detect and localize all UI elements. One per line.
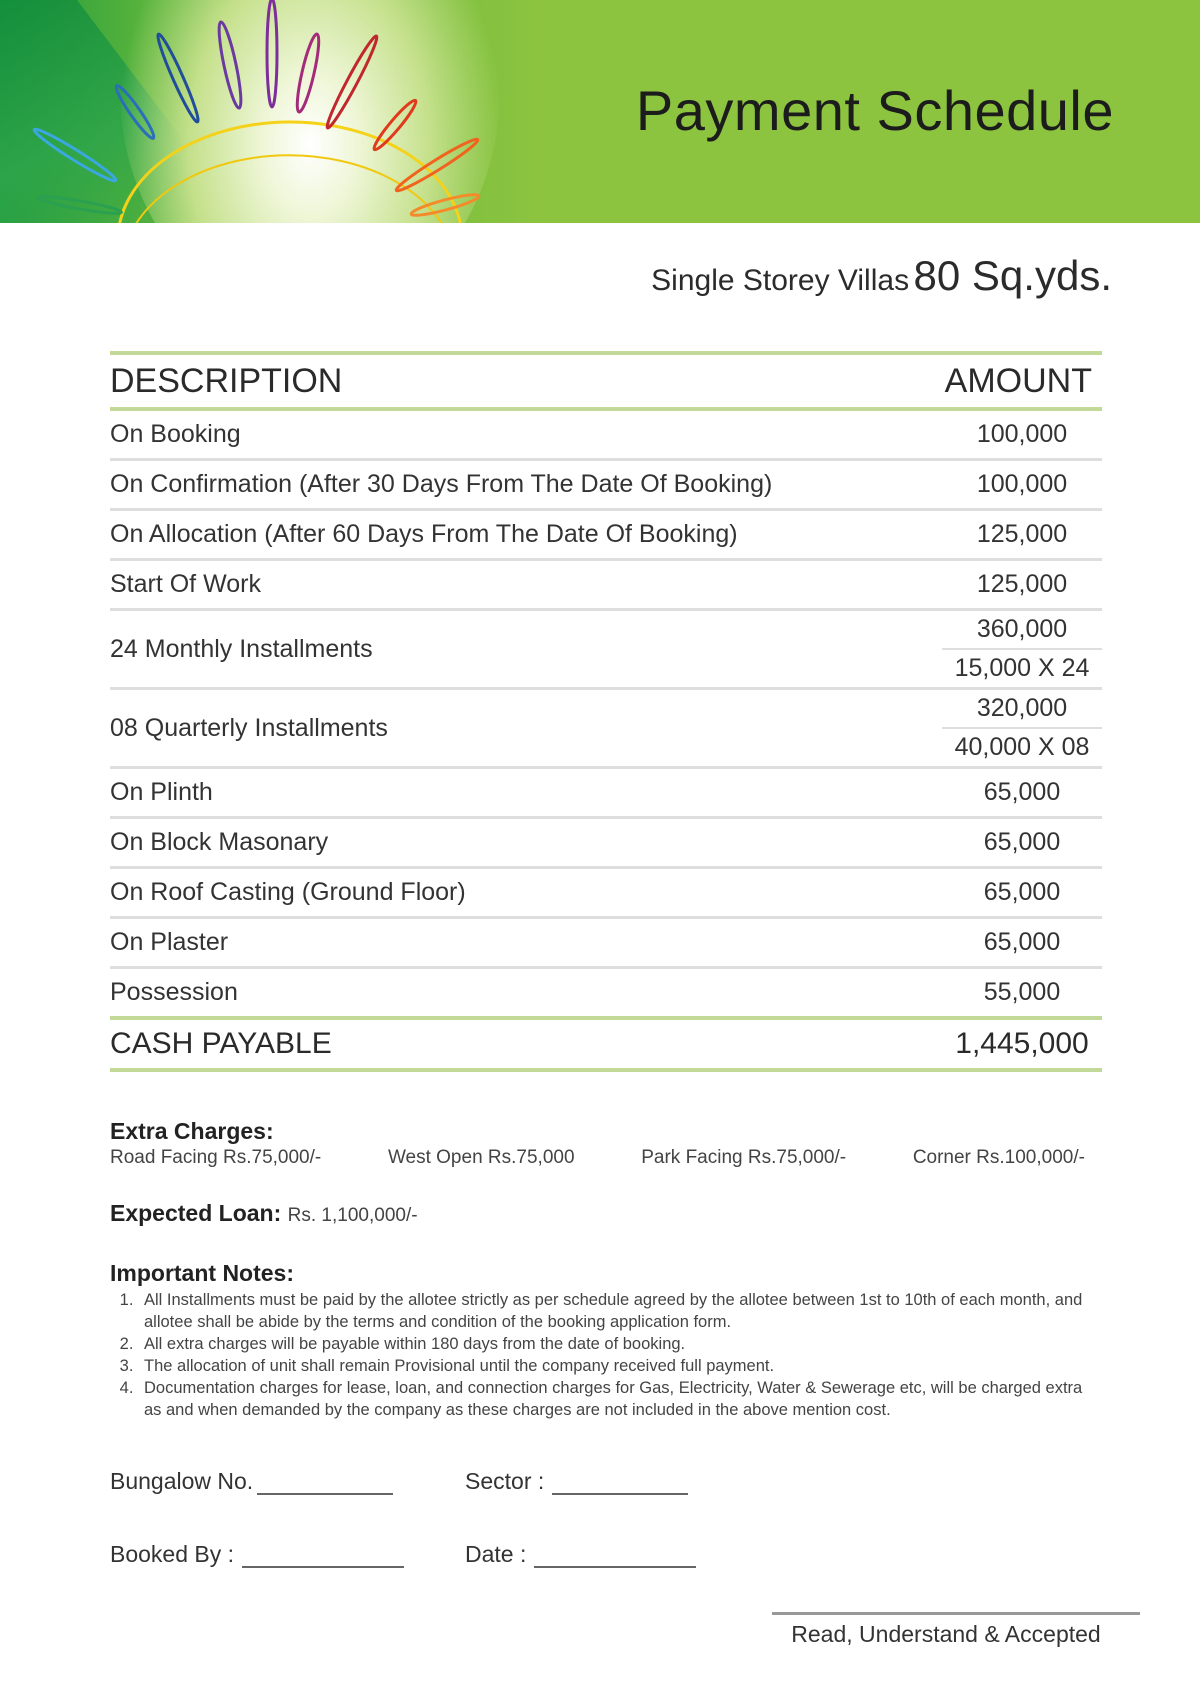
total-amount: 1,445,000	[955, 1027, 1089, 1060]
date-label: Date :	[465, 1541, 527, 1567]
sun-rays-logo-icon	[0, 0, 600, 223]
table-row	[110, 869, 1102, 916]
row-description: Start Of Work	[110, 570, 261, 598]
extra-charge-item: Park Facing Rs.75,000/-	[641, 1147, 847, 1168]
note-item: 3. The allocation of unit shall remain Provisional until the company received full payment.	[138, 1355, 1100, 1377]
bungalow-no-blank[interactable]	[257, 1469, 393, 1495]
bungalow-no-field[interactable]	[110, 1468, 393, 1495]
total-label: CASH PAYABLE	[110, 1027, 332, 1060]
row-amount: 125,000	[976, 570, 1068, 598]
row-description: On Plinth	[110, 778, 213, 806]
row-description: On Block Masonary	[110, 828, 329, 856]
bungalow-no-label: Bungalow No.	[110, 1468, 254, 1494]
table-total-row	[110, 1020, 1102, 1068]
extra-charge-item: West Open Rs.75,000	[387, 1147, 575, 1168]
signature-line[interactable]	[772, 1612, 1140, 1615]
sector-blank[interactable]	[552, 1469, 688, 1495]
booked-by-blank[interactable]	[242, 1542, 404, 1568]
table-row	[110, 511, 1102, 558]
table-row	[110, 561, 1102, 608]
row-description: On Confirmation (After 30 Days From The Date Of Booking)	[110, 470, 773, 498]
row-amount: 65,000	[983, 778, 1061, 806]
note-item: 4. Documentation charges for lease, loan, and connection charges for Gas, Electricity, Water & Sewerage etc, will be charged extra as and when demanded by the company as these charges are not included in the above mention cost.	[138, 1377, 1100, 1421]
extra-charge-item: Road Facing Rs.75,000/-	[110, 1147, 322, 1168]
booked-by-label: Booked By :	[110, 1541, 235, 1567]
table-header	[110, 355, 1102, 407]
table-row	[110, 969, 1102, 1016]
row-amount-breakdown: 40,000 X 08	[954, 733, 1090, 761]
payment-schedule-table	[110, 351, 1102, 1072]
row-description: On Booking	[110, 420, 241, 448]
signature-block	[772, 1612, 1140, 1648]
row-amount-breakdown: 15,000 X 24	[954, 654, 1090, 682]
extra-charges-list	[110, 1147, 1085, 1169]
table-row	[110, 819, 1102, 866]
important-notes-section	[110, 1260, 1100, 1421]
row-description: 08 Quarterly Installments	[110, 713, 388, 742]
row-amount-stack	[942, 611, 1102, 687]
expected-loan-label: Expected Loan:	[110, 1200, 282, 1226]
booked-by-field[interactable]	[110, 1541, 404, 1568]
row-amount-stack	[942, 690, 1102, 766]
page-title: Payment Schedule	[635, 79, 1114, 142]
important-notes-label: Important Notes:	[110, 1260, 294, 1286]
sector-label: Sector :	[465, 1468, 545, 1494]
property-type: Single Storey Villas	[651, 264, 910, 297]
extra-charge-item: Corner Rs.100,000/-	[912, 1147, 1085, 1168]
column-header-amount: AMOUNT	[944, 361, 1092, 400]
row-amount: 55,000	[983, 978, 1061, 1006]
table-row	[110, 769, 1102, 816]
property-subtitle	[651, 252, 1112, 300]
row-amount: 65,000	[983, 928, 1061, 956]
note-item: 1. All Installments must be paid by the allotee strictly as per schedule agreed by the allotee between 1st to 10th of each month, and allotee shall be abide by the terms and condition of the booking application form.	[138, 1289, 1100, 1333]
sector-field[interactable]	[465, 1468, 688, 1495]
notes-list	[110, 1289, 1100, 1421]
expected-loan	[110, 1200, 418, 1227]
row-amount: 100,000	[976, 470, 1068, 498]
table-row-installments	[110, 611, 1102, 687]
extra-charges-label: Extra Charges:	[110, 1118, 274, 1144]
row-description: On Allocation (After 60 Days From The Date Of Booking)	[110, 520, 738, 548]
signature-label: Read, Understand & Accepted	[791, 1621, 1101, 1647]
row-description: On Plaster	[110, 928, 229, 956]
date-blank[interactable]	[534, 1542, 696, 1568]
row-description: Possession	[110, 978, 238, 1006]
column-header-description: DESCRIPTION	[110, 361, 343, 400]
row-description: On Roof Casting (Ground Floor)	[110, 878, 466, 906]
row-amount: 100,000	[976, 420, 1068, 448]
row-amount: 65,000	[983, 878, 1061, 906]
row-amount: 320,000	[976, 694, 1068, 722]
extra-charges-section	[110, 1118, 1110, 1169]
header-banner	[0, 0, 1200, 223]
row-description: 24 Monthly Installments	[110, 634, 373, 663]
row-amount: 125,000	[976, 520, 1068, 548]
total-bottom-rule	[110, 1068, 1102, 1072]
property-size: 80 Sq.yds.	[913, 252, 1112, 299]
table-row	[110, 461, 1102, 508]
table-row-installments	[110, 690, 1102, 766]
row-amount: 360,000	[976, 615, 1068, 643]
row-amount: 65,000	[983, 828, 1061, 856]
table-row	[110, 411, 1102, 458]
expected-loan-value: Rs. 1,100,000/-	[287, 1205, 418, 1226]
table-row	[110, 919, 1102, 966]
note-item: 2. All extra charges will be payable within 180 days from the date of booking.	[138, 1333, 1100, 1355]
date-field[interactable]	[465, 1541, 696, 1568]
